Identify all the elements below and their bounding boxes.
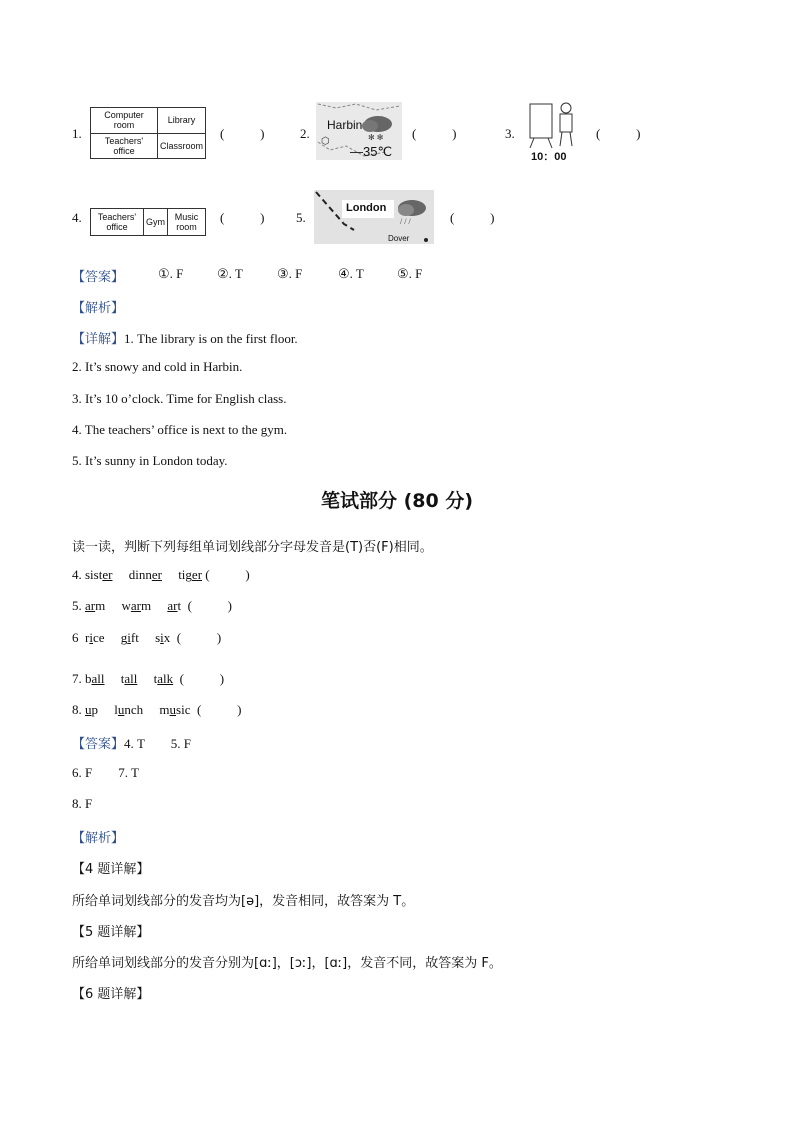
- svg-text:✻ ✻: ✻ ✻: [368, 133, 384, 142]
- svg-text:⬡: ⬡: [321, 136, 330, 147]
- q6-detail-heading: 【6 题详解】: [72, 987, 150, 1002]
- q4-rooms-table: [90, 208, 206, 236]
- q1-cell: Computer room: [91, 108, 158, 134]
- q5-detail-text: 所给单词划线部分的发音分别为[ɑː]，[ɔː]，[ɑː]，发音不同，故答案为 F。: [72, 956, 502, 971]
- word-part: l: [114, 702, 118, 717]
- word-part: p: [91, 702, 98, 717]
- underlined-letters: all: [124, 671, 138, 686]
- word-part: nch: [124, 702, 144, 717]
- q4-detail-heading: 【4 题详解】: [72, 862, 150, 877]
- word-part: t: [153, 671, 158, 686]
- answer-item: ④. T: [338, 266, 364, 281]
- q3-answer-blank[interactable]: ( ): [596, 126, 641, 141]
- answer-blank[interactable]: ( ): [205, 567, 250, 582]
- underlined-letters: i: [127, 630, 131, 645]
- svg-text:/ / /: / / /: [400, 217, 411, 226]
- word-part: sic: [176, 702, 191, 717]
- detail-line: 4. The teachers’ office is next to the gym.: [72, 422, 288, 437]
- underlined-letters: i: [160, 630, 164, 645]
- q4-answer-blank[interactable]: ( ): [220, 210, 265, 225]
- word-part: ft: [130, 630, 139, 645]
- question-number: 4.: [72, 567, 82, 582]
- underlined-letters: ar: [167, 598, 178, 613]
- q3-clock-picture: [522, 100, 584, 166]
- answer-item: 6. F: [72, 765, 93, 780]
- underlined-letters: er: [191, 567, 203, 582]
- word-part: m: [159, 702, 170, 717]
- word-part: m: [95, 598, 106, 613]
- q4-cell: Music room: [168, 209, 206, 236]
- underlined-letters: ar: [85, 598, 96, 613]
- q1-cell: Teachers' office: [91, 133, 158, 159]
- q5-city-label: London: [346, 202, 387, 214]
- answer-item: ①. F: [158, 266, 184, 281]
- underlined-letters: er: [102, 567, 113, 582]
- q2-city-label: Harbin: [327, 118, 363, 132]
- answer-blank[interactable]: ( ): [196, 702, 242, 717]
- q5-place-label: Dover: [388, 234, 410, 243]
- detail-text: 1. The library is on the first floor.: [124, 331, 298, 346]
- word-part: r: [85, 630, 90, 645]
- q5-detail-heading: 【5 题详解】: [72, 925, 150, 940]
- answer-line: [72, 733, 191, 752]
- q1-answer-blank[interactable]: ( ): [220, 126, 265, 141]
- word-part: w: [121, 598, 131, 613]
- answer-blank[interactable]: ( ): [187, 598, 233, 613]
- instruction: 读一读，判断下列每组单词划线部分字母发音是(T)否(F)相同。: [72, 540, 433, 555]
- answer-item: ⑤. F: [397, 266, 423, 281]
- detail-line: 2. It’s snowy and cold in Harbin.: [72, 359, 243, 374]
- word-part: ce: [92, 630, 105, 645]
- answer-blank[interactable]: ( ): [179, 671, 225, 686]
- q4-detail-text: 所给单词划线部分的发音均为[ə]，发音相同，故答案为 T。: [72, 894, 415, 909]
- word-part: dinn: [128, 567, 152, 582]
- question-number: 7.: [72, 671, 82, 686]
- phonics-q8: [72, 702, 241, 718]
- q1-cell: Library: [157, 108, 205, 134]
- phonics-q5: [72, 598, 232, 614]
- phonics-q6: [72, 630, 221, 646]
- word-part: x: [163, 630, 171, 645]
- q2-answer-blank[interactable]: ( ): [412, 126, 457, 141]
- word-part: t: [177, 598, 182, 613]
- answer-item: 8. F: [72, 796, 93, 811]
- underlined-letters: u: [117, 702, 125, 717]
- analysis-tag: 【解析】: [72, 301, 125, 316]
- q1-number: 1.: [72, 126, 82, 141]
- word-part: g: [120, 630, 128, 645]
- answer-tag: 【答案】: [72, 737, 125, 752]
- answer-line: [72, 796, 92, 812]
- phonics-q4: [72, 567, 250, 583]
- answer-line: [72, 765, 139, 781]
- answer-item: 5. F: [170, 736, 191, 751]
- q1-cell: Classroom: [157, 133, 205, 159]
- analysis-tag: 【解析】: [72, 831, 125, 846]
- underlined-letters: alk: [157, 671, 174, 686]
- q5-number: 5.: [296, 210, 306, 225]
- q3-time: 10：00: [531, 151, 567, 163]
- q4-number: 4.: [72, 210, 82, 225]
- word-part: s: [155, 630, 161, 645]
- underlined-letters: ar: [130, 598, 141, 613]
- answer-item: ③. F: [277, 266, 303, 281]
- q4-cell: Teachers' office: [91, 209, 144, 236]
- underlined-letters: i: [89, 630, 93, 645]
- underlined-letters: er: [151, 567, 162, 582]
- word-part: b: [85, 671, 92, 686]
- q3-number: 3.: [505, 126, 515, 141]
- underlined-letters: u: [85, 702, 92, 717]
- question-number: 8.: [72, 702, 82, 717]
- question-number: 5.: [72, 598, 82, 613]
- question-number: 6: [72, 630, 79, 645]
- q2-temperature: —35℃: [350, 144, 393, 159]
- detail-line: [72, 328, 298, 347]
- word-part: m: [140, 598, 152, 613]
- detail-line: 5. It’s sunny in London today.: [72, 453, 228, 468]
- q2-weather-map: [316, 102, 402, 160]
- answer-tag: 【答案】: [72, 270, 125, 285]
- detail-tag: 【详解】: [72, 332, 125, 347]
- word-part: t: [120, 671, 125, 686]
- q4-cell: Gym: [144, 209, 168, 236]
- q2-number: 2.: [300, 126, 310, 141]
- underlined-letters: u: [169, 702, 177, 717]
- answer-item: ②. T: [217, 266, 243, 281]
- word-part: sist: [85, 567, 103, 582]
- q5-answer-blank[interactable]: ( ): [450, 210, 495, 225]
- detail-line: 3. It’s 10 o’clock. Time for English class.: [72, 391, 287, 406]
- phonics-q7: [72, 671, 224, 687]
- q5-weather-map: [314, 190, 434, 244]
- rain-cloud-icon: [314, 190, 434, 244]
- answer-blank[interactable]: ( ): [176, 630, 222, 645]
- q1-floor-table: [90, 107, 206, 159]
- answer-item: 4. T: [124, 736, 145, 751]
- underlined-letters: all: [91, 671, 105, 686]
- answer-item: 7. T: [118, 765, 139, 780]
- word-part: tig: [178, 567, 192, 582]
- section-title: 笔试部分 (80 分): [320, 490, 474, 512]
